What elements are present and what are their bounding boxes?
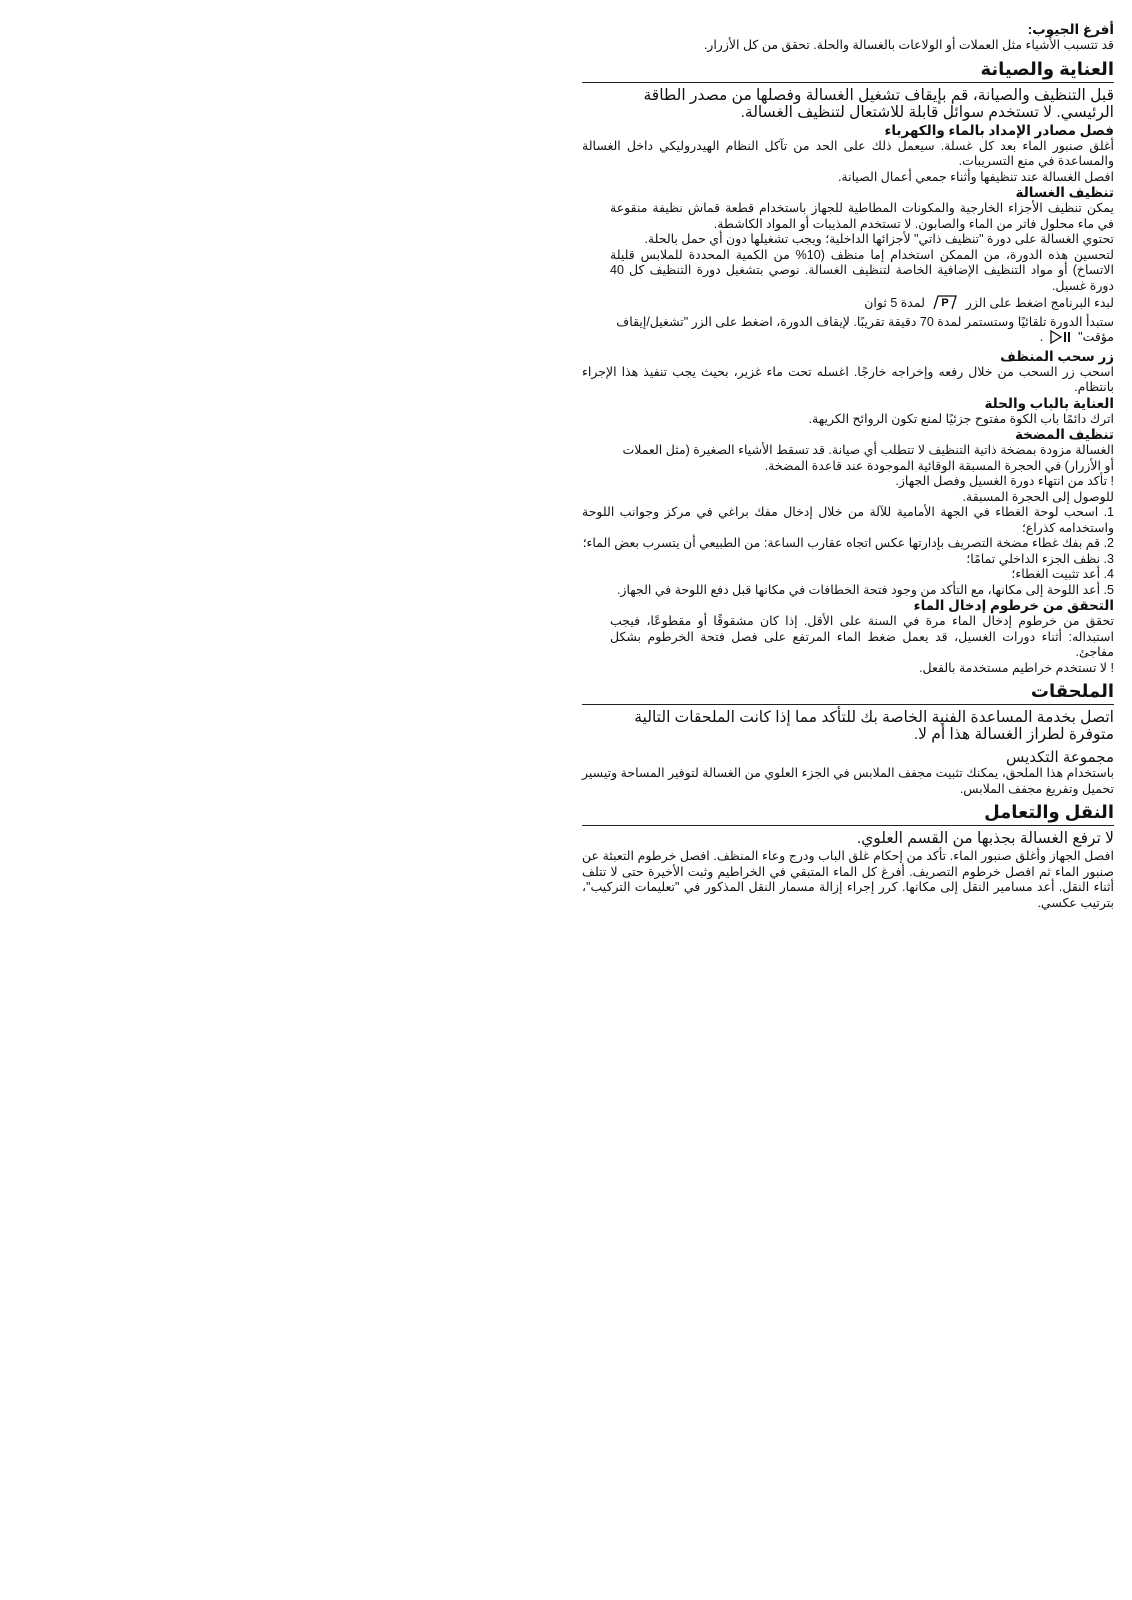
cleaning-text-1: يمكن تنظيف الأجزاء الخارجية والمكونات المطاطية للجهاز باستخدام قطعة قماش نظيفة منقوعة في ماء محلول فاتر من الماء والصابون. لا تستخدم المذيبات أو المواد الكاشطة. bbox=[610, 201, 1114, 231]
pockets-title: أفرغ الجيوب: bbox=[1027, 22, 1114, 37]
document-column bbox=[582, 22, 1114, 911]
supply-text-1: أغلق صنبور الماء بعد كل غسلة. سيعمل ذلك على الحد من تآكل النظام الهيدروليكي داخل الغسالة والمساعدة في منع التسريبات. bbox=[582, 138, 1114, 168]
pump-text-1: الغسالة مزودة بمضخة ذاتية التنظيف لا تتطلب أي صيانة. قد تسقط الأشياء الصغيرة (مثل العملات أو الأزرار) في الحجرة المسبقة الوقائية الموجودة عند قاعدة المضخة. bbox=[622, 443, 1114, 473]
pump-warning: ! تأكد من انتهاء دورة الغسيل وفصل الجهاز. bbox=[895, 474, 1114, 488]
cleaning-text-5-after: . bbox=[1039, 330, 1044, 344]
accessories-lead: اتصل بخدمة المساعدة الفنية الخاصة بك للتأكد مما إذا كانت الملحقات التالية متوفرة لطراز الغسالة هذا أم لا. bbox=[634, 709, 1114, 743]
pump-step-2: 2. قم بفك غطاء مضخة التصريف بإدارتها عكس اتجاه عقارب الساعة: من الطبيعي أن يتسرب بعض الماء؛ bbox=[582, 536, 1114, 550]
door-text: اترك دائمًا باب الكوة مفتوح جزئيًا لمنع تكون الروائح الكريهة. bbox=[808, 411, 1114, 426]
cleaning-text-3: لتحسين هذه الدورة، من الممكن استخدام إما منظف (10% من الكمية المحددة للملابس قليلة الاتساخ) أو مواد التنظيف الإضافية الخاصة لتنظيف الغسالة. نوصي بتشغيل دورة التنظيف كل 40 دورة غسيل. bbox=[610, 247, 1114, 293]
program-p-button-icon bbox=[930, 294, 960, 315]
pump-step-3: 3. نظف الجزء الداخلي تمامًا؛ bbox=[966, 551, 1114, 566]
transport-lead: لا ترفع الغسالة بجذبها من القسم العلوي. bbox=[856, 830, 1114, 847]
supply-text-2: افصل الغسالة عند تنظيفها وأثناء جمعي أعمال الصيانة. bbox=[837, 169, 1114, 184]
hose-text: تحقق من خرطوم إدخال الماء مرة في السنة على الأقل. إذا كان مشقوقًا أو مقطوعًا، فيجب استبداله: أثناء دورات الغسيل، قد يعمل ضغط الماء المرتفع على فصل فتحة الخرطوم بشكل مفاجئ. bbox=[610, 614, 1114, 659]
care-lead: قبل التنظيف والصيانة، قم بإيقاف تشغيل الغسالة وفصلها من مصدر الطاقة الرئيسي. لا تستخدم سوائل قابلة للاشتعال لتنظيف الغسالة. bbox=[643, 86, 1114, 121]
door-title: العناية بالباب والحلة bbox=[984, 395, 1114, 411]
cleaning-text-2: تحتوي الغسالة على دورة "تنظيف ذاتي" لأجزائها الداخلية؛ ويجب تشغيلها دون أي حمل بالحلة. bbox=[644, 232, 1114, 246]
transport-section-title: النقل والتعامل bbox=[582, 801, 1114, 826]
drawer-text: اسحب زر السحب من خلال رفعه وإخراجه خارجًا. اغسله تحت ماء غزير، بحيث يجب تنفيذ هذا الإجراء بانتظام. bbox=[582, 364, 1114, 394]
cleaning-text-5-before: ستبدأ الدورة تلقائيًا وستستمر لمدة 70 دقيقة تقريبًا. لإيقاف الدورة، اضغط على الزر "تشغيل/إيقاف مؤقت" bbox=[616, 314, 1114, 344]
hose-warning: ! لا تستخدم خراطيم مستخدمة بالفعل. bbox=[919, 660, 1114, 675]
drawer-title: زر سحب المنظف bbox=[1000, 348, 1114, 364]
transport-text: افصل الجهاز وأغلق صنبور الماء. تأكد من إحكام غلق الباب ودرج وعاء المنظف. افصل خرطوم التعبئة عن صنبور الماء ثم افصل خرطوم التصريف. أفرغ كل الماء المتبقي في الخراطيم وثبت الأخيرة حتى لا تتلف أثناء النقل. أعد مسامير النقل إلى مكانها. كرر إجراء إزالة مسمار النقل المذكور في "تعليمات التركيب"، بترتيب عكسي. bbox=[582, 849, 1114, 910]
pump-step-5: 5. أعد اللوحة إلى مكانها، مع التأكد من وجود فتحة الخطافات في مكانها قبل دفع اللوحة في الجهاز. bbox=[616, 582, 1114, 597]
pump-step-1: 1. اسحب لوحة الغطاء في الجهة الأمامية للآلة من خلال إدخال مفك براغي في مركز وجوانب اللوحة واستخدامه كذراع؛ bbox=[582, 505, 1114, 535]
pump-text-2: للوصول إلى الحجرة المسبقة. bbox=[962, 489, 1114, 504]
care-section-title: العناية والصيانة bbox=[582, 58, 1114, 83]
cleaning-text-5 bbox=[582, 315, 1114, 349]
program-p-label: P bbox=[941, 297, 950, 309]
pump-step-4: 4. أعد تثبيت الغطاء؛ bbox=[1011, 567, 1114, 581]
accessories-section-title: الملحقات bbox=[582, 680, 1114, 705]
cleaning-text-4 bbox=[582, 294, 1114, 315]
stacking-title: مجموعة التكديس bbox=[1005, 749, 1114, 766]
cleaning-title: تنظيف الغسالة bbox=[1015, 185, 1114, 200]
stacking-text: باستخدام هذا الملحق، يمكنك تثبيت مجفف الملابس في الجزء العلوي من الغسالة لتوفير المساحة وتيسير تحميل وتفريغ مجفف الملابس. bbox=[582, 766, 1114, 796]
supply-title: فصل مصادر الإمداد بالماء والكهرباء bbox=[884, 122, 1114, 138]
cleaning-text-4-after: لمدة 5 ثوان bbox=[864, 296, 925, 310]
cleaning-text-4-before: لبدء البرنامج اضغط على الزر bbox=[965, 296, 1114, 310]
pump-title: تنظيف المضخة bbox=[1014, 427, 1114, 442]
hose-title: التحقق من خرطوم إدخال الماء bbox=[913, 598, 1114, 613]
start-pause-icon bbox=[1049, 330, 1073, 349]
pockets-text: قد تتسبب الأشياء مثل العملات أو الولاعات بالغسالة والحلة. تحقق من كل الأزرار. bbox=[703, 38, 1114, 52]
